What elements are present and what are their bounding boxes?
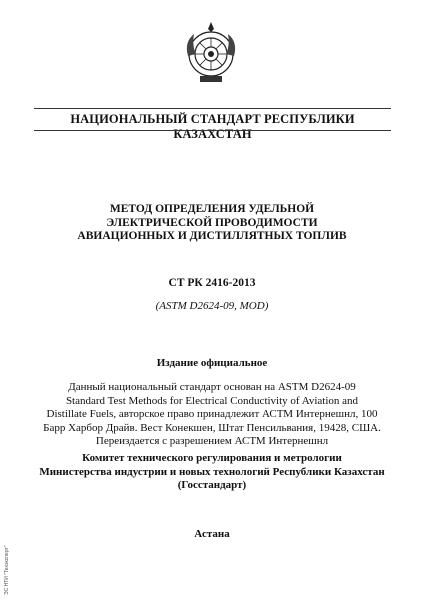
title-line: ЭЛЕКТРИЧЕСКОЙ ПРОВОДИМОСТИ [106,216,318,229]
edition-label: Издание официальное [156,357,268,369]
state-emblem-icon [182,20,240,84]
document-title [60,203,364,244]
description-line: Standard Test Methods for Electrical Conductivity of Aviation and [65,394,359,407]
committee-line: Министерства индустрии и новых технологий Республики Казахстан [39,465,385,478]
description-line: Барр Харбор Драйв. Вест Конекшен, Штат Пенсильвания, 19428, США. [43,421,381,434]
description-line: Distillate Fuels, авторское право принадлежит АСТМ Интернешнл, 100 [46,408,378,421]
description-paragraph [40,381,384,449]
side-watermark-note: ЭС НТИ "Техэксперт" [4,545,10,595]
title-line: АВИАЦИОННЫХ И ДИСТИЛЛЯТНЫХ ТОПЛИВ [77,230,347,242]
standard-code: СТ РК 2416-2013 [168,277,256,289]
committee-block [30,452,394,493]
header-top-rule [34,108,391,109]
description-line: Данный национальный стандарт основан на ASTM D2624-09 [68,381,356,393]
astm-reference: (ASTM D2624-09, MOD) [155,300,269,312]
title-line: МЕТОД ОПРЕДЕЛЕНИЯ УДЕЛЬНОЙ [109,203,315,215]
description-line: Переиздается с разрешением АСТМ Интернешнл [95,435,329,448]
committee-line: (Госстандарт) [177,479,247,492]
page-title: НАЦИОНАЛЬНЫЙ СТАНДАРТ РЕСПУБЛИКИ КАЗАХСТАН [70,112,355,141]
header-bottom-rule [34,130,391,131]
committee-line: Комитет технического регулирования и метрологии [82,452,342,464]
city-label: Астана [194,528,230,540]
